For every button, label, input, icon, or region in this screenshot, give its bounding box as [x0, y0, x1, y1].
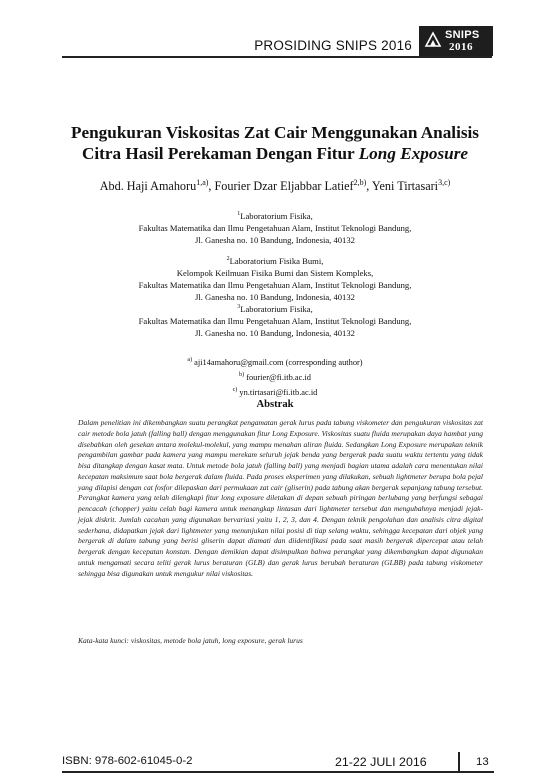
page-number: 13	[476, 756, 489, 768]
paper-title	[60, 122, 490, 164]
affiliation-line: Jl. Ganesha no. 10 Bandung, Indonesia, 40132	[195, 327, 355, 338]
email-address: aji14amahoru@gmail.com (corresponding author)	[194, 357, 363, 367]
author-name: Fourier Dzar Eljabbar Latief	[214, 179, 354, 194]
footer-rule	[62, 771, 494, 773]
header-rule	[62, 56, 492, 58]
affiliation-line: Jl. Ganesha no. 10 Bandung, Indonesia, 40132	[195, 234, 355, 245]
author-separator: ,	[366, 179, 372, 194]
isbn: ISBN: 978-602-61045-0-2	[62, 755, 193, 767]
affiliation-line: Fakultas Matematika dan Ilmu Pengetahuan Alam, Institut Teknologi Bandung,	[138, 222, 412, 233]
author-affiliation-mark: 3,c)	[438, 178, 451, 187]
author-name: Yeni Tirtasari	[371, 179, 439, 194]
affiliation-number: 1	[237, 211, 241, 217]
snips-logo	[419, 26, 493, 56]
author-name: Abd. Haji Amahoru	[99, 179, 197, 194]
affiliation-line: Kelompok Keilmuan Fisika Bumi dan Sistem Kompleks,	[176, 267, 374, 278]
affiliation-line: Laboratorium Fisika Bumi,	[229, 255, 324, 266]
author-emails	[40, 354, 510, 398]
abstract-body: Dalam penelitian ini dikembangkan suatu perangkat pengamatan gerak lurus pada tabung viskometer dan pengukuran viskositas zat cair metode bola jatuh (falling ball) dengan menggunakan fitur Long Exposure. Viskositas suatu fluida merupakan daya hambat yang disebabkan oleh gesekan antara molekul-molekul, yang mampu menahan aliran fluida. Sedangkan Long Exposure merupakan teknik pengambilan gambar pada kamera yang mampu merekam seluruh jejak benda yang bergerak pada suatu waktu tertentu yang tidak bisa ditangkap dengan kasat mata. Untuk metode bola jatuh (falling ball) yang menjadi bagian utama adalah cara menentukan nilai kecepatan maksimum saat bola bergerak dalam fluida. Pada proses eksperimen yang dilakukan, sebuah lightmeter berupa bola pejal yang dilapisi dengan cat fosfor dilepaskan dari permukaan zat cair (gliserin) pada tabung akan bergerak sepanjang tabung tersebut. Perangkat kamera yang telah dilengkapi fitur long exposure diletakan di depan sebuah piringan berlubang yang berfungsi sebagai pencacah (chopper) yaitu celah bagi kamera untuk menangkap lintasan dari lightmeter tersebut dan mengubahnya menjadi jejak-jejak diskrit. Jumlah cacahan yang digunakan bervariasi yaitu 1, 2, 3, dan 4. Dengan teknik pengolahan dan analisis citra digital sederhana, didapatkan jejak dari lightmeter yang menunjukan nilai posisi di tiap selang waktu, sehingga kecepatan dari objek yang bergerak di dalam tabung yang berisi gliserin dapat diamati dan diidentifikasi pada saat masih bergerak dipercepat atau telah bergerak dengan kecepatan konstan. Dengan demikian dapat disimpulkan bahwa perangkat yang dikembangkan dapat digunakan untuk mengamati secara teliti gerak lurus beraturan (GLB) dan gerak lurus berubah beraturan (GLBB) pada tabung viskometer sehingga bisa digunakan untuk mengukur nilai viskositas.	[78, 418, 483, 578]
snips-logo-icon	[424, 30, 442, 50]
keywords: Kata-kata kunci: viskositas, metode bola jatuh, long exposure, gerak lurus	[78, 636, 303, 645]
affiliation-line: Jl. Ganesha no. 10 Bandung, Indonesia, 40132	[195, 291, 355, 302]
affiliation-number: 3	[237, 304, 241, 310]
logo-year: 2016	[449, 41, 473, 53]
page-header	[0, 0, 550, 60]
email-mark: c)	[232, 386, 238, 393]
author-affiliation-mark: 2,b)	[353, 178, 367, 187]
email-address: yn.tirtasari@fi.itb.ac.id	[239, 387, 318, 397]
email-address: fourier@fi.itb.ac.id	[246, 372, 311, 382]
conference-date: 21-22 JULI 2016	[335, 755, 427, 769]
affiliation-1	[40, 208, 510, 246]
email-mark: b)	[239, 371, 245, 378]
logo-text: SNIPS	[445, 29, 480, 41]
proceedings-title: PROSIDING SNIPS 2016	[254, 38, 412, 53]
email-mark: a)	[187, 357, 193, 363]
title-line-2: Citra Hasil Perekaman Dengan Fitur	[81, 144, 359, 163]
affiliation-3	[40, 301, 510, 339]
affiliation-line: Fakultas Matematika dan Ilmu Pengetahuan Alam, Institut Teknologi Bandung,	[138, 279, 412, 290]
affiliation-line: Fakultas Matematika dan Ilmu Pengetahuan Alam, Institut Teknologi Bandung,	[138, 315, 412, 326]
title-line-1: Pengukuran Viskositas Zat Cair Menggunakan Analisis	[71, 123, 479, 142]
author-list	[40, 178, 510, 194]
author-separator: ,	[208, 179, 215, 194]
affiliation-number: 2	[226, 256, 230, 262]
title-line-2-italic: Long Exposure	[358, 144, 469, 163]
abstract-heading: Abstrak	[256, 399, 294, 410]
affiliation-line: Laboratorium Fisika,	[240, 303, 313, 314]
footer-separator	[458, 752, 460, 772]
author-affiliation-mark: 1,a)	[196, 178, 209, 187]
affiliation-line: Laboratorium Fisika,	[240, 210, 313, 221]
affiliation-2	[40, 253, 510, 303]
